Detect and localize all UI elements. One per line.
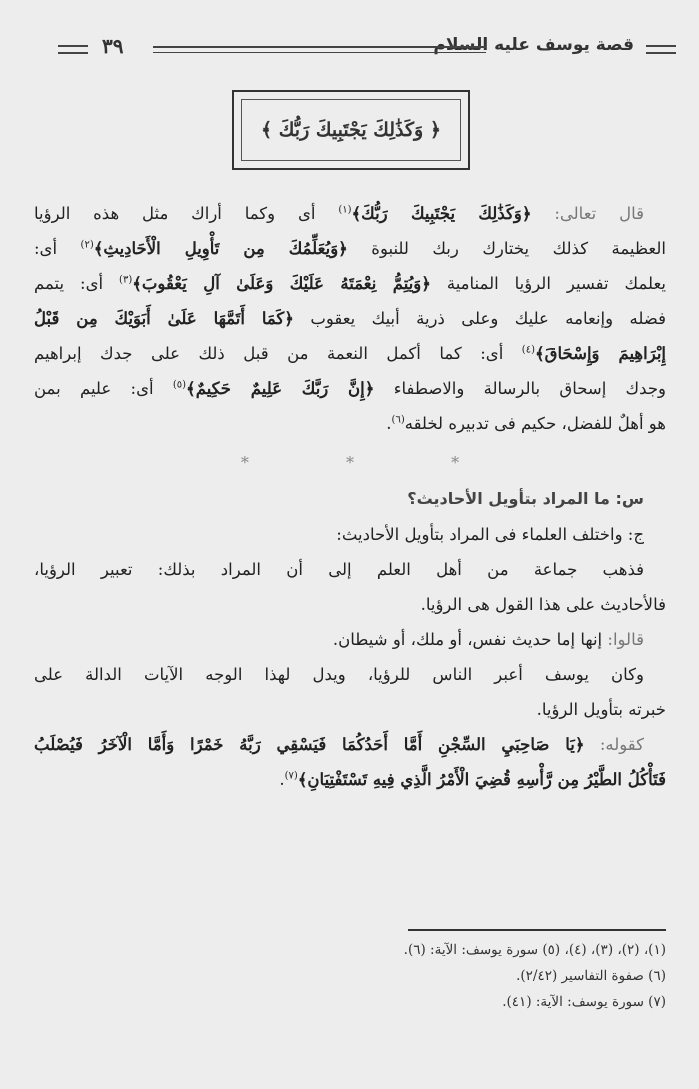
text: أى: عليم بمن (34, 379, 173, 398)
text: . (279, 770, 285, 789)
answer-line (34, 622, 666, 657)
quran-quote: ﴿يَا صَاحِبَيِ السِّجْنِ أَمَّا أَحَدُكُمَا فَيَسْقِي رَبَّهُ خَمْرًا وَأَمَّا الْآخَرُ فَيُصْلَبُ (34, 735, 585, 754)
footnote: (٦) صفوة التفاسير (٢/٤٢). (516, 968, 666, 984)
running-header (58, 35, 676, 61)
paragraph-line (34, 301, 666, 336)
paragraph-line (34, 336, 666, 371)
text: أى وكما أراك مثل هذه الرؤيا (34, 204, 339, 223)
paragraph-line (34, 406, 666, 441)
text: وجدك إسحاق بالرسالة والاصطفاء (374, 379, 666, 398)
text: هو أهلٌ للفضل، حكيم فى تدبيره لخلقه (404, 414, 666, 433)
quran-quote: فَتَأْكُلُ الطَّيْرُ مِن رَّأْسِهِ قُضِيَ الْأَمْرُ الَّذِي فِيهِ تَسْتَفْتِيَانِ﴾ (297, 770, 666, 789)
answer-line (34, 727, 666, 762)
answer-line: خبرته بتأويل الرؤيا. (536, 700, 666, 719)
quran-quote: ﴿إِنَّ رَبَّكَ عَلِيمٌ حَكِيمٌ﴾ (186, 379, 375, 398)
footnote-ref: (٤) (521, 344, 535, 356)
text: فضله وإنعامه عليك وعلى ذرية أبيك يعقوب (293, 309, 666, 328)
quran-quote: ﴿وَكَذَٰلِكَ يَجْتَبِيكَ رَبُّكَ﴾ (351, 204, 532, 223)
book-title: قصة يوسف عليه السلام (433, 35, 634, 55)
footnote-ref: (٧) (284, 770, 298, 782)
header-ornament-left (58, 45, 88, 54)
intro-text: قال تعالى: (531, 204, 645, 223)
answer-line: فالأحاديث على هذا القول هى الرؤيا. (420, 595, 666, 614)
body-text (34, 196, 666, 797)
footnote-ref: (٣) (119, 274, 133, 286)
label-text: كقوله: (584, 735, 644, 754)
paragraph-line (34, 371, 666, 406)
quran-quote: ﴿وَيُتِمُّ نِعْمَتَهُ عَلَيْكَ وَعَلَىٰ آلِ يَعْقُوبَ﴾ (132, 274, 431, 293)
footnotes (266, 937, 666, 1015)
footnote-ref: (٢) (80, 239, 94, 251)
answer-line: ج: واختلف العلماء فى المراد بتأويل الأحاديث: (336, 525, 644, 544)
text: أى: يتمم (34, 274, 120, 293)
header-ornament-right (646, 45, 676, 54)
section-heading: ﴿ وَكَذَٰلِكَ يَجْتَبِيكَ رَبُّكَ ﴾ (241, 99, 461, 161)
label-text: قالوا: (602, 630, 644, 649)
quran-quote: ﴿وَيُعَلِّمُكَ مِن تَأْوِيلِ الْأَحَادِيثِ﴾ (93, 239, 348, 258)
text: . (386, 414, 392, 433)
answer-line (34, 762, 666, 797)
text: يعلمك تفسير الرؤيا المنامية (430, 274, 666, 293)
footnote-ref: (٦) (391, 414, 405, 426)
text: إنها إما حديث نفس، أو ملك، أو شيطان. (332, 630, 603, 649)
paragraph-line (34, 266, 666, 301)
header-rule (153, 46, 486, 53)
text: أى: (34, 239, 81, 258)
section-separator: * * * (240, 453, 506, 472)
quran-quote: ﴿كَمَا أَتَمَّهَا عَلَىٰ أَبَوَيْكَ مِن قَبْلُ (34, 309, 294, 328)
section-heading-box (232, 90, 470, 170)
footnote: (١)، (٢)، (٣)، (٤)، (٥) سورة يوسف: الآية: (٦). (403, 942, 666, 958)
footnote-rule (408, 929, 666, 931)
text: أى: كما أكمل النعمة من قبل ذلك على جدك إبراهيم (34, 344, 522, 363)
footnote-ref: (١) (338, 204, 352, 216)
paragraph-line (34, 196, 666, 231)
footnote-ref: (٥) (172, 379, 187, 391)
footnote: (٧) سورة يوسف: الآية: (٤١). (502, 994, 666, 1010)
page-number: ٣٩ (102, 34, 124, 58)
question-heading: س: ما المراد بتأويل الأحاديث؟ (407, 489, 644, 508)
answer-line: فذهب جماعة من أهل العلم إلى أن المراد بذلك: تعبير الرؤيا، (34, 560, 644, 579)
paragraph-line (34, 231, 666, 266)
text: العظيمة كذلك يختارك ربك للنبوة (347, 239, 666, 258)
quran-quote: إِبْرَاهِيمَ وَإِسْحَاقَ﴾ (534, 344, 666, 363)
answer-line: وكان يوسف أعبر الناس للرؤيا، ويدل لهذا الوجه الآيات الدالة على (34, 665, 644, 684)
